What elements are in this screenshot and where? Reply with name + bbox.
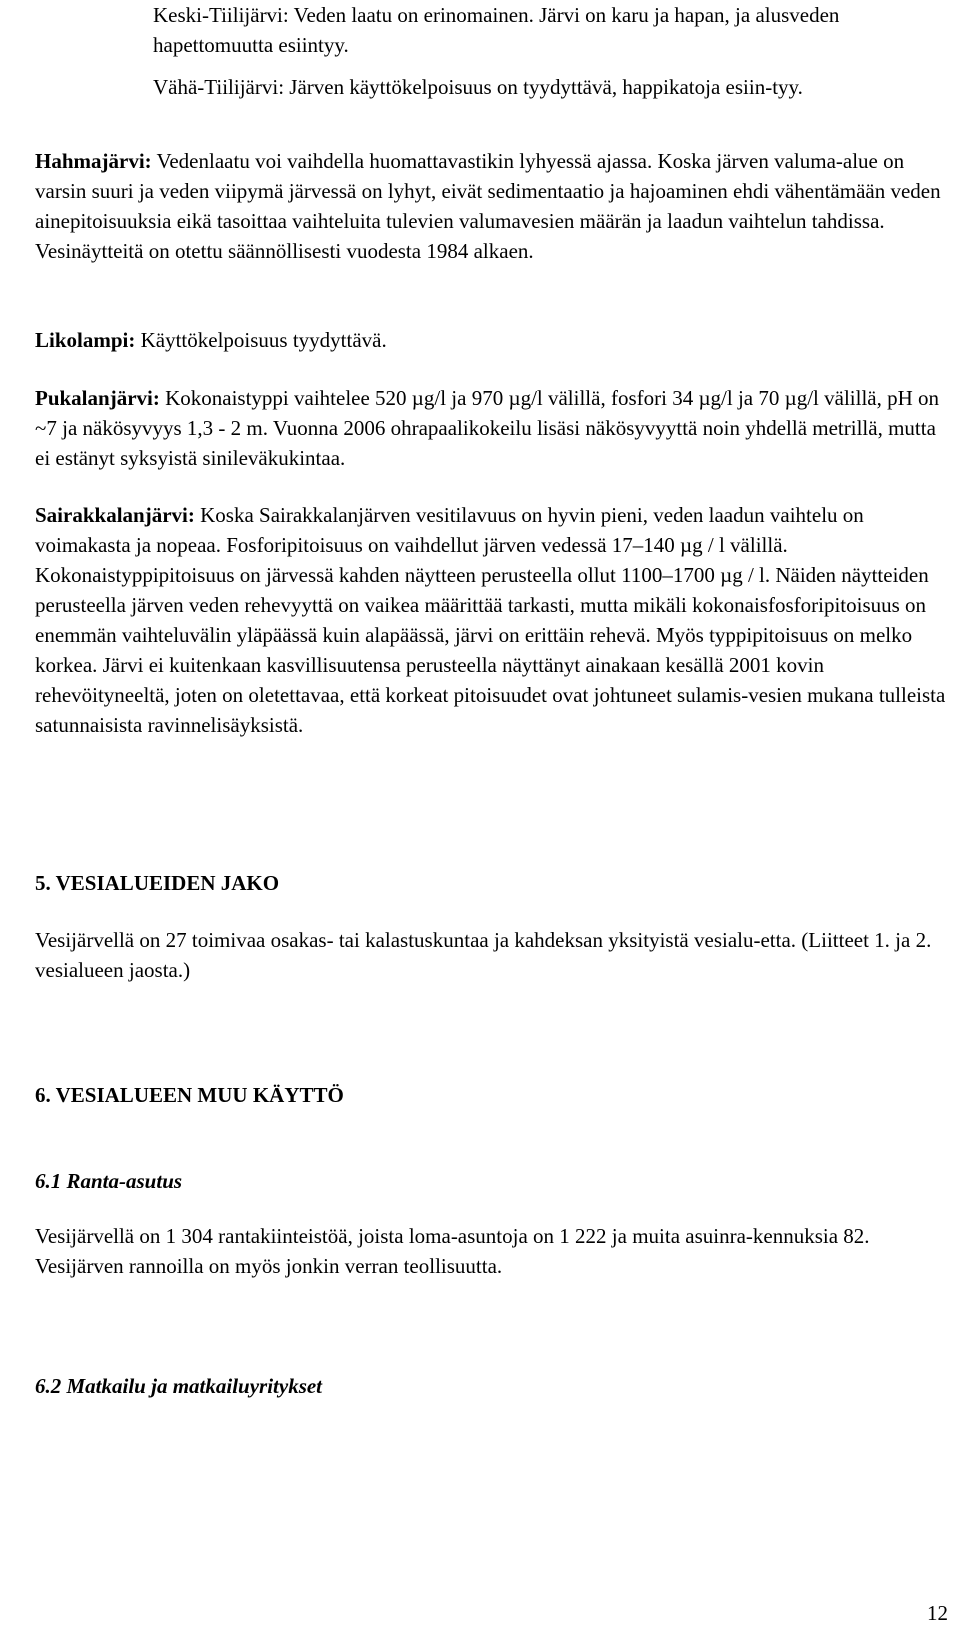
paragraph-hahmajarvi	[35, 146, 951, 266]
page-number: 12	[927, 1601, 948, 1625]
lake-label-sairakkalanjarvi: Sairakkalanjärvi:	[35, 503, 195, 527]
paragraph-sairakkalanjarvi	[35, 500, 951, 740]
paragraph-keski-tiilijarvi: Keski-Tiilijärvi: Veden laatu on erinomainen. Järvi on karu ja hapan, ja alusveden hapettomuutta esiintyy.	[153, 3, 840, 57]
paragraph-pukalanjarvi	[35, 383, 951, 473]
lake-label-hahmajarvi: Hahmajärvi:	[35, 149, 152, 173]
section-heading-vesialueiden-jako: 5. VESIALUEIDEN JAKO	[35, 871, 280, 895]
section-heading-vesialueen-muu-kaytto: 6. VESIALUEEN MUU KÄYTTÖ	[35, 1083, 344, 1107]
paragraph-ranta-asutus: Vesijärvellä on 1 304 rantakiinteistöä, joista loma-asuntoja on 1 222 ja muita asuinra-kennuksia 82. Vesijärven rannoilla on myös jonkin verran teollisuutta.	[35, 1224, 870, 1278]
paragraph-text: Käyttökelpoisuus tyydyttävä.	[135, 328, 387, 352]
paragraph-text: Vedenlaatu voi vaihdella huomattavastikin lyhyessä ajassa. Koska järven valuma-alue on varsin suuri ja veden viipymä järvessä on lyhyt, eivät sedimentaatio ja hajoaminen ehdi vähentämään veden ainepitoisuuksia eikä tasoittaa vaihteluita tulevien valumavesien määrän ja laadun vaihtelun tahdissa. Vesinäytteitä on otettu säännöllisesti vuodesta 1984 alkaen.	[35, 149, 941, 263]
paragraph-likolampi	[35, 325, 951, 355]
lake-label-likolampi: Likolampi:	[35, 328, 136, 352]
lake-label-pukalanjarvi: Pukalanjärvi:	[35, 386, 160, 410]
paragraph-vaha-tiilijarvi: Vähä-Tiilijärvi: Järven käyttökelpoisuus on tyydyttävä, happikatoja esiin-tyy.	[153, 75, 803, 99]
paragraph-text: Kokonaistyppi vaihtelee 520 µg/l ja 970 µg/l välillä, fosfori 34 µg/l ja 70 µg/l välillä, pH on ~7 ja näkösyvyys 1,3 - 2 m. Vuonna 2006 ohrapaalikokeilu lisäsi näkösyvyyttä noin yhdellä metrillä, mutta ei estänyt syksyistä sinileväkukintaa.	[35, 386, 940, 470]
subheading-ranta-asutus: 6.1 Ranta-asutus	[35, 1169, 183, 1193]
paragraph-vesialueiden-jako: Vesijärvellä on 27 toimivaa osakas- tai kalastuskuntaa ja kahdeksan yksityistä vesialu-etta. (Liitteet 1. ja 2. vesialueen jaosta.)	[35, 928, 932, 982]
subheading-matkailu: 6.2 Matkailu ja matkailuyritykset	[35, 1374, 323, 1398]
paragraph-text: Koska Sairakkalanjärven vesitilavuus on hyvin pieni, veden laadun vaihtelu on voimakasta ja nopeaa. Fosforipitoisuus on vaihdellut järven vedessä 17–140 µg / l välillä. Kokonaistyppipitoisuus on järvessä kahden näytteen perusteella ollut 1100–1700 µg / l. Näiden näytteiden perusteella järven veden rehevyyttä on vaikea määrittää tarkasti, mutta mikäli kokonaisfosforipitoisuus on enemmän vaihteluvälin yläpäässä kuin alapäässä, järvi on erittäin rehevä. Myös typpipitoisuus on melko korkea. Järvi ei kuitenkaan kasvillisuutensa perusteella näyttänyt ainakaan kesällä 2001 kovin rehevöityneeltä, joten on oletettavaa, että korkeat pitoisuudet ovat johtuneet sulamis-vesien mukana tulleista satunnaisista ravinnelisäyksistä.	[35, 503, 946, 737]
